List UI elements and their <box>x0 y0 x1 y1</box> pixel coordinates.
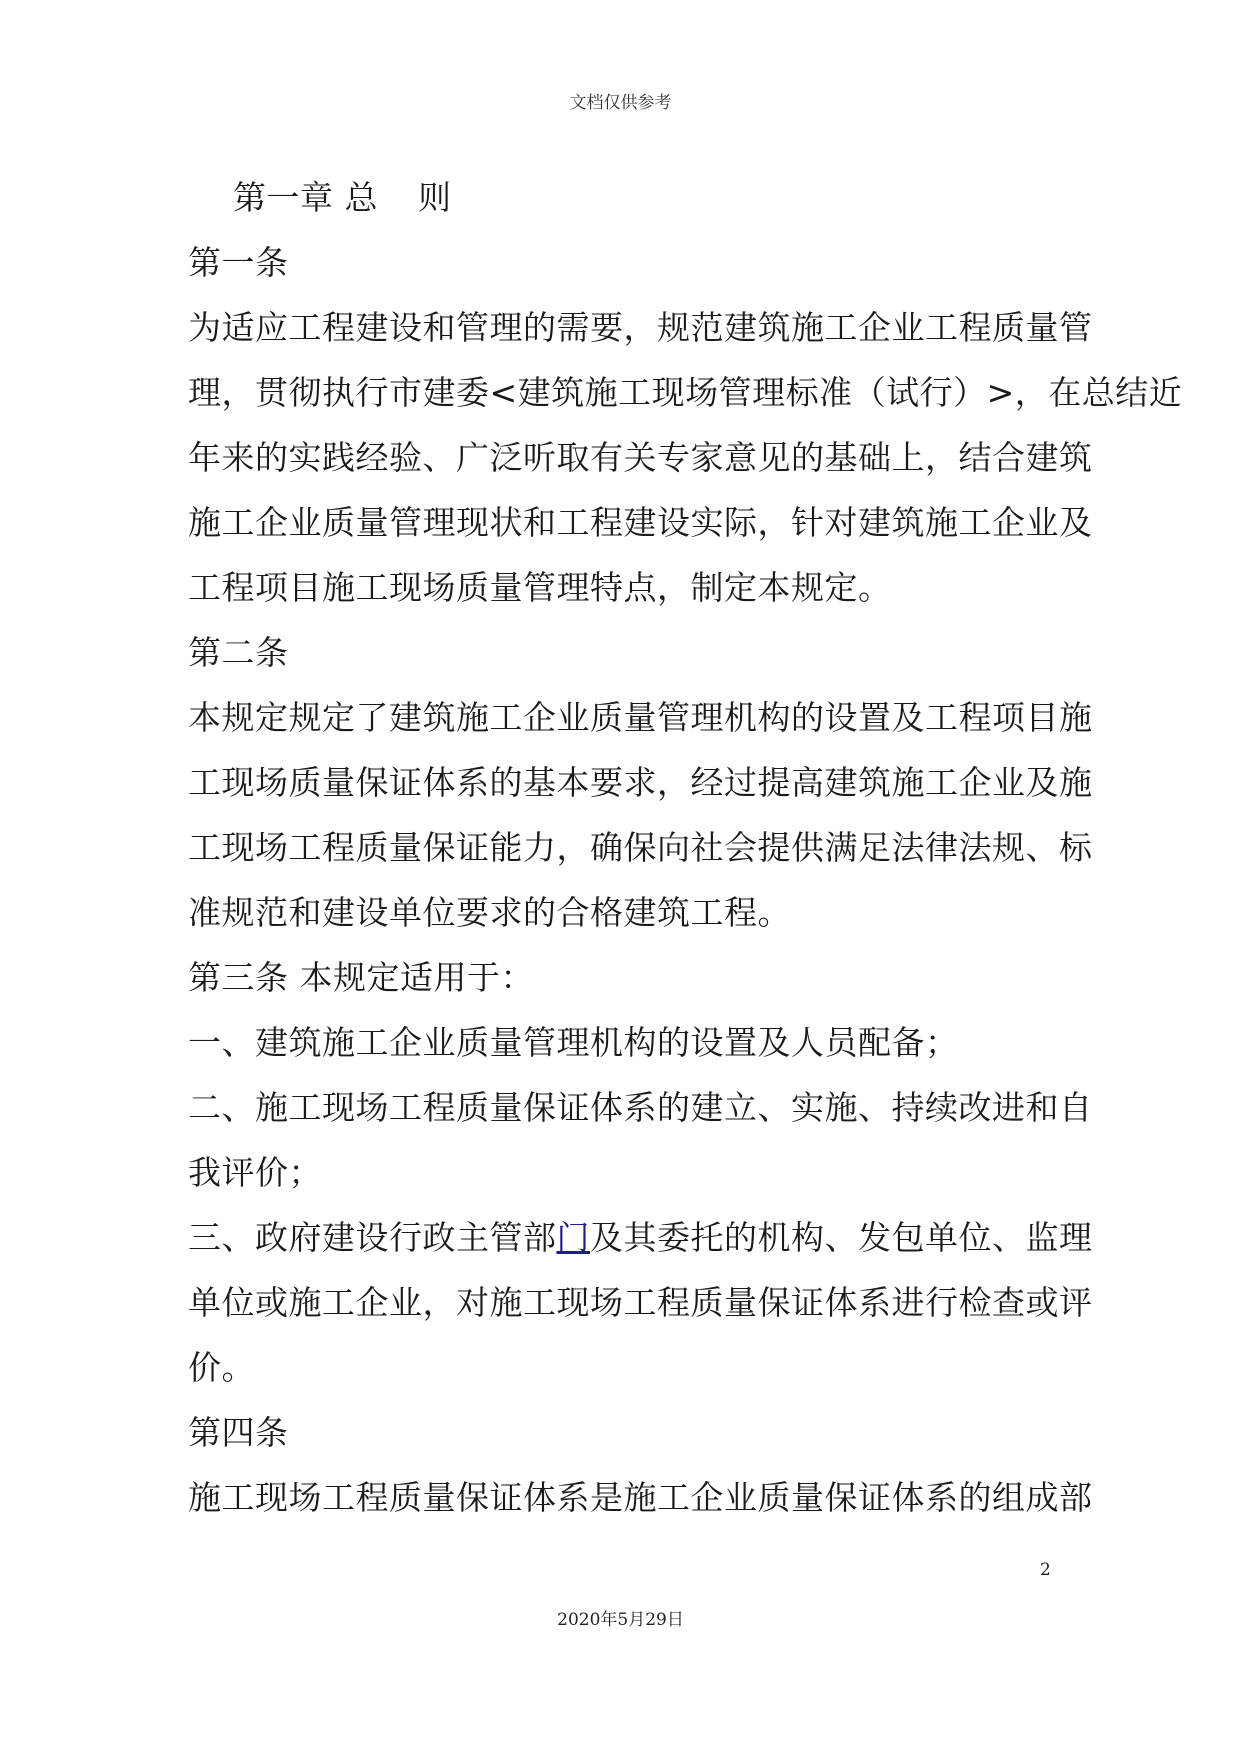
text-line: 单位或施工企业，对施工现场工程质量保证体系进行检查或评 <box>188 1283 1093 1322</box>
text-line: 第二条 <box>188 633 289 672</box>
text-line: 工现场质量保证体系的基本要求，经过提高建筑施工企业及施 <box>188 763 1093 802</box>
text-segment: 及其委托的机构、发包单位、监理 <box>590 1218 1093 1257</box>
text-line: 价。 <box>188 1348 255 1387</box>
text-line: 第一条 <box>188 243 289 282</box>
text-line: 为适应工程建设和管理的需要，规范建筑施工企业工程质量管 <box>188 308 1093 347</box>
document-body <box>188 165 1183 1530</box>
text-line: 本规定规定了建筑施工企业质量管理机构的设置及工程项目施 <box>188 698 1093 737</box>
page-number: 2 <box>1040 1560 1051 1580</box>
text-line: 准规范和建设单位要求的合格建筑工程。 <box>188 893 791 932</box>
chapter-title <box>188 165 1068 230</box>
text-line-with-link <box>188 1205 1093 1270</box>
text-line: 理，贯彻执行市建委<建筑施工现场管理标准（试行）>，在总结近 <box>188 373 1183 412</box>
text-line: 一、建筑施工企业质量管理机构的设置及人员配备； <box>188 1023 959 1062</box>
text-line: 二、施工现场工程质量保证体系的建立、实施、持续改进和自 <box>188 1088 1093 1127</box>
footer-date: 2020年5月29日 <box>557 1610 684 1630</box>
text-line: 工现场工程质量保证能力，确保向社会提供满足法律法规、标 <box>188 828 1093 867</box>
chapter-title-part2: 则 <box>418 178 452 217</box>
text-line: 第四条 <box>188 1413 289 1452</box>
text-line: 施工企业质量管理现状和工程建设实际，针对建筑施工企业及 <box>188 503 1093 542</box>
text-segment: 三、政府建设行政主管部 <box>188 1218 557 1257</box>
text-line: 第三条 本规定适用于： <box>188 958 534 997</box>
chapter-title-part1: 第一章 总 <box>233 178 378 217</box>
text-line: 施工现场工程质量保证体系是施工企业质量保证体系的组成部 <box>188 1478 1093 1517</box>
hyperlink[interactable]: 门 <box>556 1218 590 1257</box>
text-line: 工程项目施工现场质量管理特点，制定本规定。 <box>188 568 892 607</box>
text-line: 我评价； <box>188 1153 322 1192</box>
text-line: 年来的实践经验、广泛听取有关专家意见的基础上，结合建筑 <box>188 438 1093 477</box>
page-header: 文档仅供参考 <box>569 93 672 113</box>
